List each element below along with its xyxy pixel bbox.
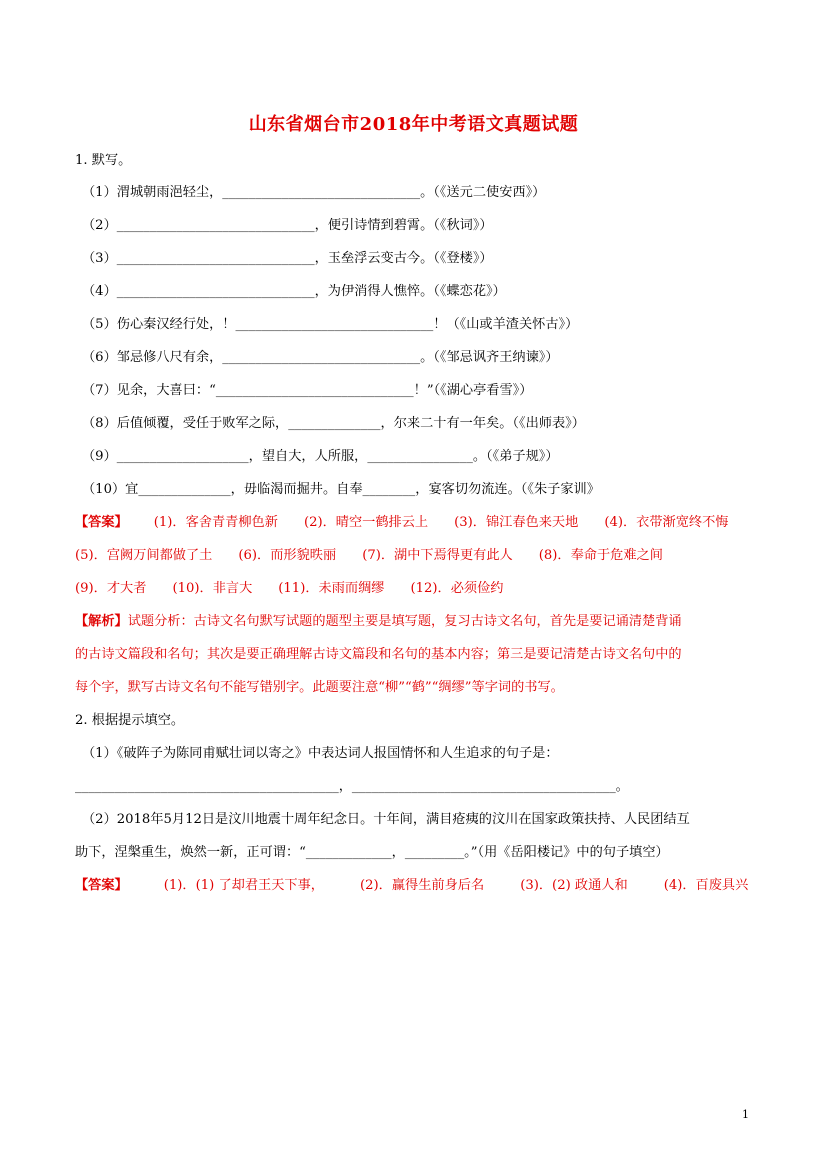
q1-answer-line (75, 579, 755, 599)
q2-answer-line (75, 876, 755, 896)
q1-item: （2）______________________________，便引诗情到碧霄。（《秋词》） (82, 218, 493, 233)
q2-item-blank: ________________________________________，________________________________________。 (75, 779, 629, 794)
analysis-text: 试题分析：古诗文名句默写试题的题型主要是填写题，复习古诗文名句，首先是要记诵清楚背诵 (127, 614, 682, 629)
q2-item: （1）《破阵子为陈同甫赋壮词以寄之》中表达词人报国情怀和人生追求的句子是： (82, 746, 559, 761)
page-number: 1 (742, 1108, 749, 1121)
answer-item: (5)．宫阙万间都做了土 (75, 548, 213, 563)
answer-item: (12)．必须俭约 (410, 581, 504, 596)
q1-analysis-line: 每个字，默写古诗文名句不能写错别字。此题要注意“柳”“鹤”“绸缪”等字词的书写。 (75, 680, 564, 695)
q2-item: （2）2018年5月12日是汶川地震十周年纪念日。十年间，满目疮痍的汶川在国家政策扶持、人民团结互 (82, 812, 690, 827)
q1-item: （7）见余，大喜曰：“______________________________！”（《湖心亭看雪》） (82, 383, 533, 398)
answer-item: (1)．(1) 了却君王天下事， (163, 878, 324, 893)
q1-item: （4）______________________________，为伊消得人憔悴。（《蝶恋花》） (82, 284, 506, 299)
q1-answer-line (75, 546, 755, 566)
answer-item: (3)．锦江春色来天地 (454, 515, 579, 530)
q1-item: （8）后值倾覆，受任于败军之际，______________，尔来二十有一年矣。（《出师表》） (82, 416, 585, 431)
q1-analysis-line (75, 612, 755, 632)
answer-label: 【答案】 (75, 515, 128, 530)
q1-item: （9）____________________，望自大，人所服，________________。（《弟子规》） (82, 449, 559, 464)
answer-item: (11)．未雨而绸缪 (278, 581, 385, 596)
analysis-label: 【解析】 (75, 614, 128, 629)
answer-item: (6)．而形貌昳丽 (238, 548, 337, 563)
answer-item: (7)．湖中下焉得更有此人 (362, 548, 513, 563)
answer-item: (4)．衣带渐宽终不悔 (604, 515, 729, 530)
q2-heading: 2. 根据提示填空。 (75, 713, 185, 728)
answer-item: (3)．(2) 政通人和 (520, 878, 628, 893)
q1-item: （5）伤心秦汉经行处，！______________________________！（《山或羊渣关怀古》） (82, 317, 579, 332)
q1-heading: 1. 默写。 (75, 153, 132, 168)
answer-item: (8)．奉命于危难之间 (538, 548, 663, 563)
q1-item: （6）邹忌修八尺有余，______________________________。（《邹忌讽齐王纳谏》） (82, 350, 559, 365)
answer-label: 【答案】 (75, 878, 128, 893)
answer-item: (2)．晴空一鹤排云上 (303, 515, 429, 530)
q2-item: 助下，涅槃重生，焕然一新，正可谓：“_____________，_________。”（用《岳阳楼记》中的句子填空） (75, 845, 669, 860)
answer-item: (10)．非言大 (172, 581, 253, 596)
q1-analysis-line: 的古诗文篇段和名句；其次是要正确理解古诗文篇段和名句的基本内容；第三是要记清楚古诗文名句中的 (75, 647, 682, 662)
q1-item: （10）宜______________，毋临渴而掘井。自奉________，宴客切勿流连。（《朱子家训》 (82, 482, 600, 497)
answer-item: (4)．百废具兴 (663, 878, 749, 893)
answer-item: (1)．客舍青青柳色新 (153, 515, 278, 530)
q1-answer-line (75, 513, 755, 533)
answer-item: (9)．才大者 (75, 581, 147, 596)
q1-item: （3）______________________________，玉垒浮云变古今。（《登楼》） (82, 251, 493, 266)
document-title: 山东省烟台市2018年中考语文真题试题 (248, 114, 579, 135)
q1-item: （1）渭城朝雨浥轻尘，______________________________。（《送元二使安西》） (82, 185, 546, 200)
answer-item: (2)．赢得生前身后名 (360, 878, 485, 893)
